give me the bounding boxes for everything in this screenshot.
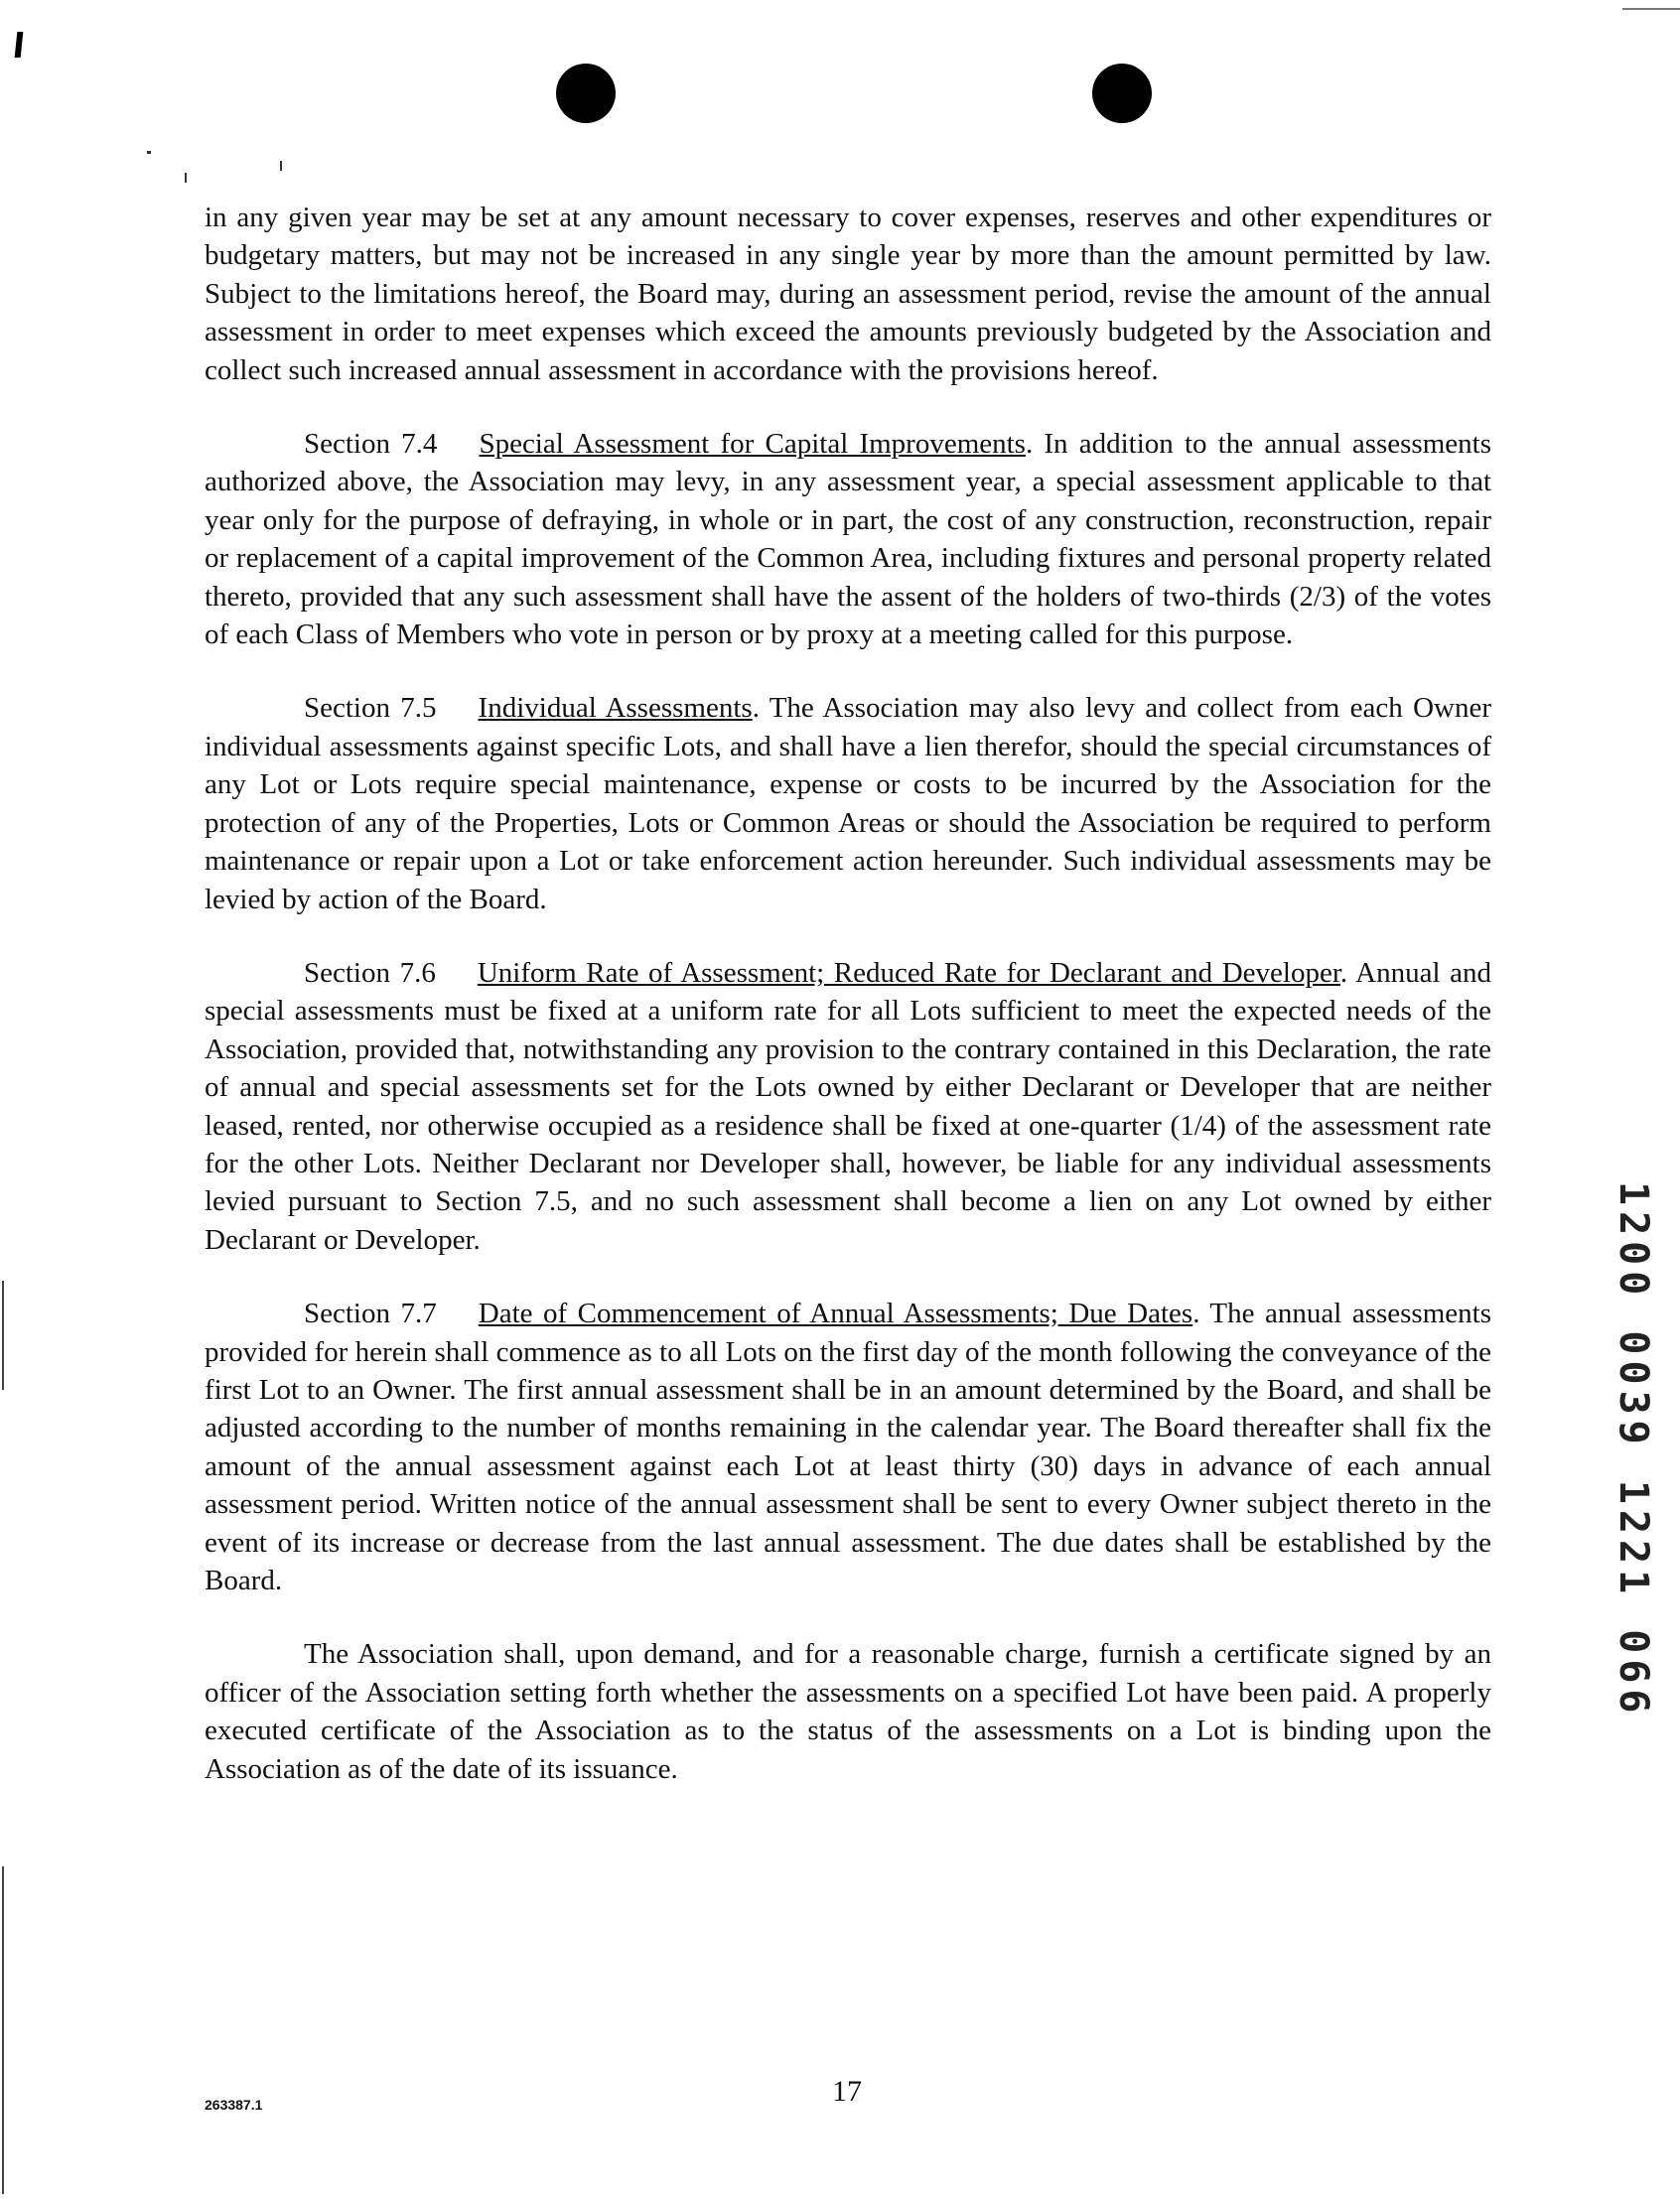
section-text: . The Association may also levy and collect from each Owner individual assessments against specific Lots, and shall have a lien therefor, should the special circumstances of any Lot or Lots require special maintenance, expense or costs to be incurred by the Association for the protection of any of the Properties, Lots or Common Areas or should the Association be required to perform maintenance or repair upon a Lot or take enforcement action hereunder. Such individual assessments may be levied by action of the Board. (205, 692, 1491, 915)
section-title: Date of Commencement of Annual Assessments; Due Dates (478, 1298, 1193, 1330)
punch-hole-right (1092, 64, 1152, 123)
scan-corner-mark (15, 32, 24, 58)
section-title: Uniform Rate of Assessment; Reduced Rate for Declarant and Developer (477, 956, 1340, 989)
section-text: . The annual assessments provided for herein shall commence as to all Lots on the first day of the month following the conveyance of the first Lot to an Owner. The first annual assessment shall be in an amount determined by the Board, and shall be adjusted according to the number of months remaining in the calendar year. The Board thereafter shall fix the amount of the annual assessment against each Lot at least thirty (30) days in advance of each annual assessment period. Written notice of the annual assessment shall be sent to every Owner subject thereto in the event of its increase or decrease from the last annual assessment. The due dates shall be established by the Board. (205, 1298, 1491, 1596)
punch-hole-left (556, 64, 616, 123)
scan-speck (147, 151, 151, 154)
section-number: Section 7.4 (304, 428, 438, 461)
paragraph-certificate: The Association shall, upon demand, and for a reasonable charge, furnish a certificate signed by an officer of the Association setting forth whether the assessments on a specified Lot have been paid. A properly executed certificate of the Association as to the status of the assessments on a Lot is binding upon the Association as of the date of its issuance. (205, 1638, 1491, 1785)
section-text: . In addition to the annual assessments authorized above, the Association may levy, in any assessment year, a special assessment applicable to that year only for the purpose of defraying, in whole or in part, the cost of any construction, reconstruction, repair or replacement of a capital improvement of the Common Area, including fixtures and personal property related thereto, provided that any such assessment shall have the assent of the holders of two-thirds (2/3) of the votes of each Class of Members who vote in person or by proxy at a meeting called for this purpose. (205, 428, 1491, 651)
scan-speck (185, 173, 187, 183)
section-title: Individual Assessments (478, 692, 753, 725)
section-number: Section 7.7 (304, 1298, 437, 1330)
scan-speck (280, 161, 282, 171)
section-title: Special Assessment for Capital Improvements (479, 428, 1026, 461)
scan-edge-line (2, 1866, 4, 2194)
scan-top-rule (1622, 8, 1680, 10)
document-body (205, 199, 1491, 1824)
page-number: 17 (832, 2075, 862, 2108)
section-7-5 (205, 689, 1491, 917)
section-7-6 (205, 954, 1491, 1259)
scan-edge-line (2, 1281, 4, 1390)
paragraph-continued: in any given year may be set at any amount necessary to cover expenses, reserves and other expenditures or budgetary matters, but may not be increased in any single year by more than the amount permitted by law. Subject to the limitations hereof, the Board may, during an assessment period, revise the amount of the annual assessment in order to meet expenses which exceed the amounts previously budgeted by the Association and collect such increased annual assessment in accordance with the provisions hereof. (205, 202, 1491, 386)
section-text: . Annual and special assessments must be fixed at a uniform rate for all Lots sufficient to meet the expected needs of the Association, provided that, notwithstanding any provision to the contrary contained in this Declaration, the rate of annual and special assessments set for the Lots owned by either Declarant or Developer that are neither leased, rented, nor otherwise occupied as a residence shall be fixed at one-quarter (1/4) of the assessment rate for the other Lots. Neither Declarant nor Developer shall, however, be liable for any individual assessments levied pursuant to Section 7.5, and no such assessment shall become a lien on any Lot owned by either Declarant or Developer. (205, 956, 1491, 1256)
section-7-7 (205, 1295, 1491, 1599)
section-number: Section 7.6 (304, 956, 436, 989)
section-number: Section 7.5 (304, 692, 437, 725)
recording-stamp: 1200 0039 1221 066 (1610, 1181, 1656, 1719)
section-7-4 (205, 425, 1491, 653)
document-id: 263387.1 (205, 2097, 263, 2113)
